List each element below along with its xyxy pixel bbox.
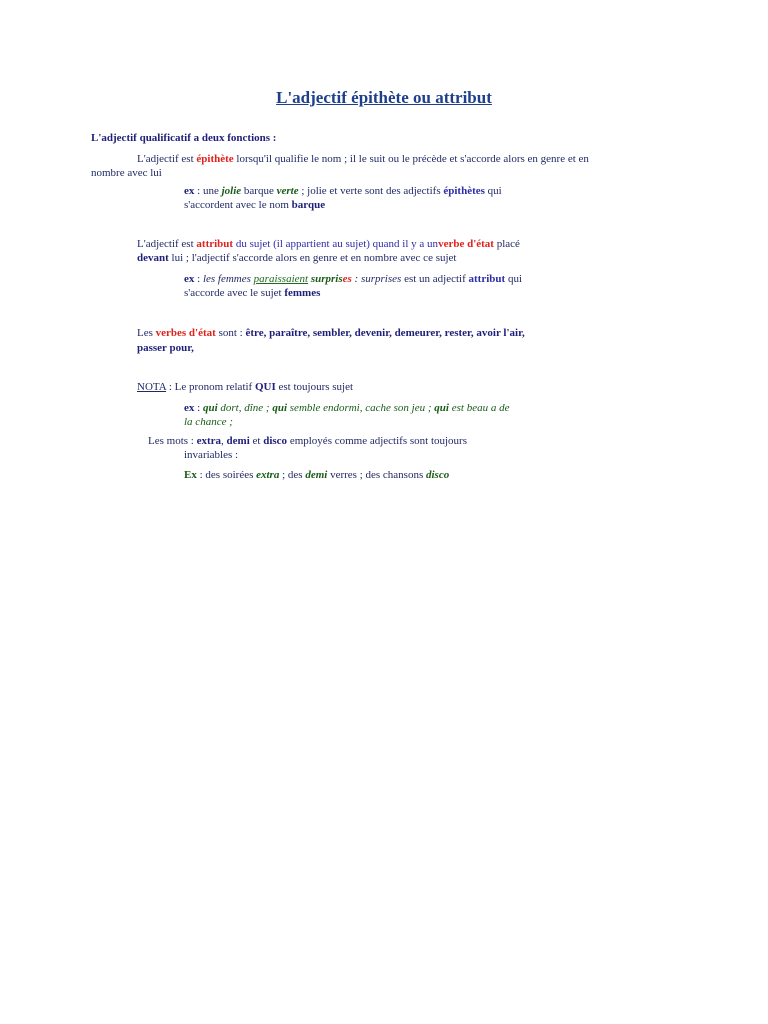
nota-example-1: ex : qui dort, dîne ; qui semble endormi, cache son jeu ; qui est beau a de <box>184 402 510 414</box>
nota-example-2: la chance ; <box>184 416 233 428</box>
mots-line-2: invariables : <box>184 449 239 461</box>
attribut-line-1: L'adjectif est attribut du sujet (il appartient au sujet) quand il y a unverbe d'état placé <box>137 238 520 250</box>
epithete-example-1: ex : une jolie barque verte ; jolie et verte sont des adjectifs épithètes qui <box>184 185 502 197</box>
intro-heading: L'adjectif qualificatif a deux fonctions : <box>91 132 277 144</box>
mots-line-1: Les mots : extra, demi et disco employés comme adjectifs sont toujours <box>148 435 467 447</box>
nota-line: NOTA : Le pronom relatif QUI est toujours sujet <box>137 381 354 393</box>
attribut-line-2: devant lui ; l'adjectif s'accorde alors en genre et en nombre avec ce sujet <box>137 252 457 264</box>
epithete-line-1: L'adjectif est épithète lorsqu'il qualifie le nom ; il le suit ou le précède et s'accorde alors en genre et en <box>137 153 589 165</box>
attribut-example-2: s'accorde avec le sujet femmes <box>184 287 321 299</box>
page-title: L'adjectif épithète ou attribut <box>276 88 492 107</box>
verbes-line-1: Les verbes d'état sont : être, paraître, sembler, devenir, demeurer, rester, avoir l'air, <box>137 327 525 339</box>
attribut-example-1: ex : les femmes paraissaient surprises : surprises est un adjectif attribut qui <box>184 273 522 285</box>
epithete-example-2: s'accordent avec le nom barque <box>184 199 326 211</box>
verbes-line-2: passer pour, <box>137 342 194 354</box>
mots-example: Ex : des soirées extra ; des demi verres ; des chansons disco <box>184 469 450 481</box>
epithete-line-2: nombre avec lui <box>91 167 162 179</box>
